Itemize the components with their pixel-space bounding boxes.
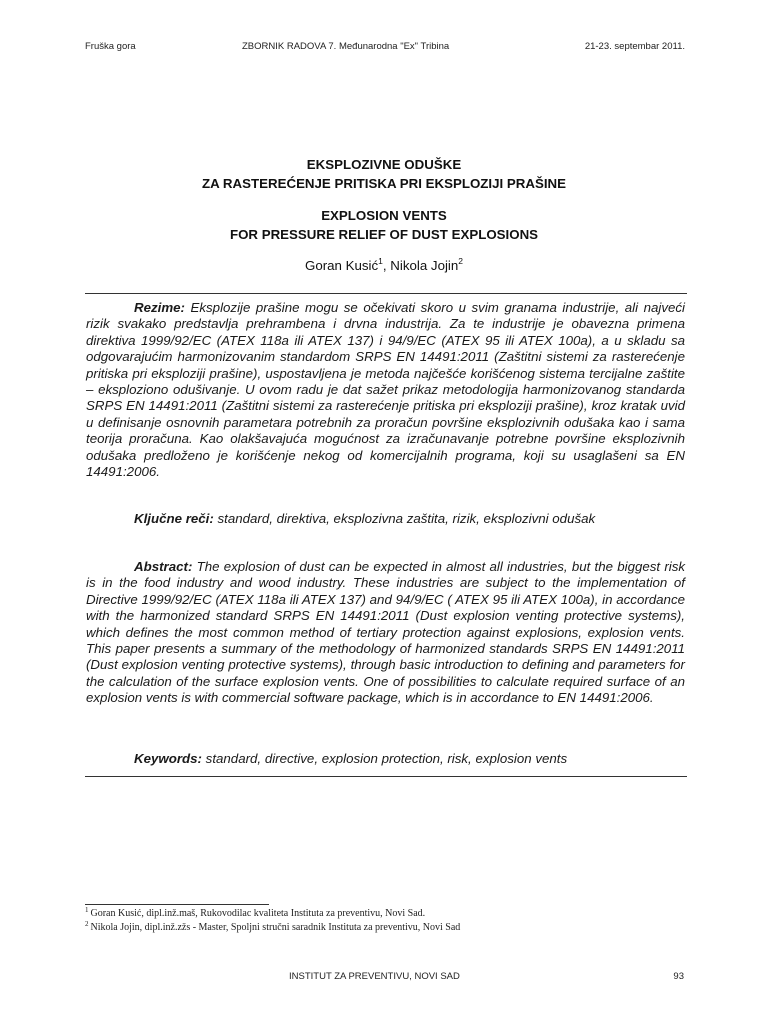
title-en-line2: FOR PRESSURE RELIEF OF DUST EXPLOSIONS xyxy=(229,227,539,242)
title-sr-line2: ZA RASTEREĆENJE PRITISKA PRI EKSPLOZIJI PRAŠINE xyxy=(202,176,566,191)
rezime-text: Eksplozije prašine mogu se očekivati skoro u svim granama industrije, ali najveći rizik svakako predstavlja prehrambena i drvna industrija. Za te industrije je obavezna primena direktiva 1999/92/EC (ATEX 118a ili ATEX 137) i 94/9/EC (ATEX 95 ili ATEX 100a), a u skladu sa odgovarajućim harmonizovanim standardom SRPS EN 14491:2011 (Zaštitni sistemi za rasterećenje pritiska pri eksploziji prašine), uspostavljena je metoda najčešće korišćenog sistema tercijalne zaštite – eksploziono odušivanje. U ovom radu je dat sažet prikaz metodologija harmonizovanog standarda SRPS EN 14491:2011 (Zaštitni sistemi za rasterećenje pritiska pri eksploziji prašine), kroz kratak uvid u definisanje osnovnih parametara potrebnih za proračun površine eksplozivnih odušaka kao i sama teorija proračuna. Kao olakšavajuća mogućnost za izračunavanje potrebne površine eksplozivnih odušaka predloženo je korišćenje nekog od komercijalnih programa, koji su usaglašeni sa EN 14491:2006. xyxy=(86,300,685,480)
page-number: 93 xyxy=(673,971,684,982)
footnote-rule xyxy=(85,904,269,905)
footnote-2 xyxy=(85,922,460,933)
title-en-line1: EXPLOSION VENTS xyxy=(321,208,447,223)
abstract-label: Abstract: xyxy=(134,559,193,574)
footnote-1-text: Goran Kusić, dipl.inž.maš, Rukovodilac kvaliteta Instituta za preventivu, Novi Sad. xyxy=(90,908,426,919)
author-separator: , xyxy=(382,258,391,273)
keywords-text: standard, directive, explosion protection, risk, explosion vents xyxy=(201,751,568,766)
kljucne-reci-text: standard, direktiva, eksplozivna zaštita, rizik, eksplozivni odušak xyxy=(213,511,596,526)
footnote-2-text: Nikola Jojin, dipl.inž.zžs - Master, Spoljni stručni saradnik Instituta za preventivu, Novi Sad xyxy=(90,922,461,933)
kljucne-reci xyxy=(134,511,694,527)
footnote-2-mark: 2 xyxy=(85,920,89,928)
header-center: ZBORNIK RADOVA 7. Međunarodna "Ex" Tribina xyxy=(242,41,450,52)
author-1: Goran Kusić xyxy=(304,258,379,273)
keywords-label: Keywords: xyxy=(134,751,202,766)
author-2: Nikola Jojin xyxy=(390,258,459,273)
title-sr-line1: EKSPLOZIVNE ODUŠKE xyxy=(306,157,462,172)
abstract-paragraph xyxy=(86,559,685,707)
author-2-mark: 2 xyxy=(458,256,464,266)
abstract-text: The explosion of dust can be expected in almost all industries, but the biggest risk is in the food industry and wood industry. These industries are subject to the implementation of Directive 1999/92/EC (ATEX 118a ili ATEX 137) and 94/9/EC ( ATEX 95 ili ATEX 100a), in accordance with the harmonized standard SRPS EN 14491:2011 (Dust explosion venting protective systems), which defines the most common method of tertiary protection against explosions, explosion vents. This paper presents a summary of the methodology of harmonized standards SRPS EN 14491:2011 (Dust explosion venting protective systems), through basic introduction to defining and parameters for the calculation of the surface explosion vents. One of possibilities to calculate required surface of an explosion vents is with commercial software package, which is in accordance to EN 14491:2006. xyxy=(86,559,685,706)
abstract-bottom-rule xyxy=(85,776,687,777)
rezime-paragraph xyxy=(86,300,685,480)
author-1-mark: 1 xyxy=(378,256,383,266)
authors xyxy=(0,258,768,273)
abstract-top-rule xyxy=(85,293,687,294)
footer-center: INSTITUT ZA PREVENTIVU, NOVI SAD xyxy=(289,971,460,982)
footnote-1 xyxy=(85,908,425,919)
header-right: 21-23. septembar 2011. xyxy=(584,41,685,52)
footnote-1-mark: 1 xyxy=(85,906,89,914)
kljucne-reci-label: Ključne reči: xyxy=(134,511,214,526)
header-left: Fruška gora xyxy=(85,41,136,52)
rezime-label: Rezime: xyxy=(134,300,185,315)
keywords xyxy=(134,751,694,767)
